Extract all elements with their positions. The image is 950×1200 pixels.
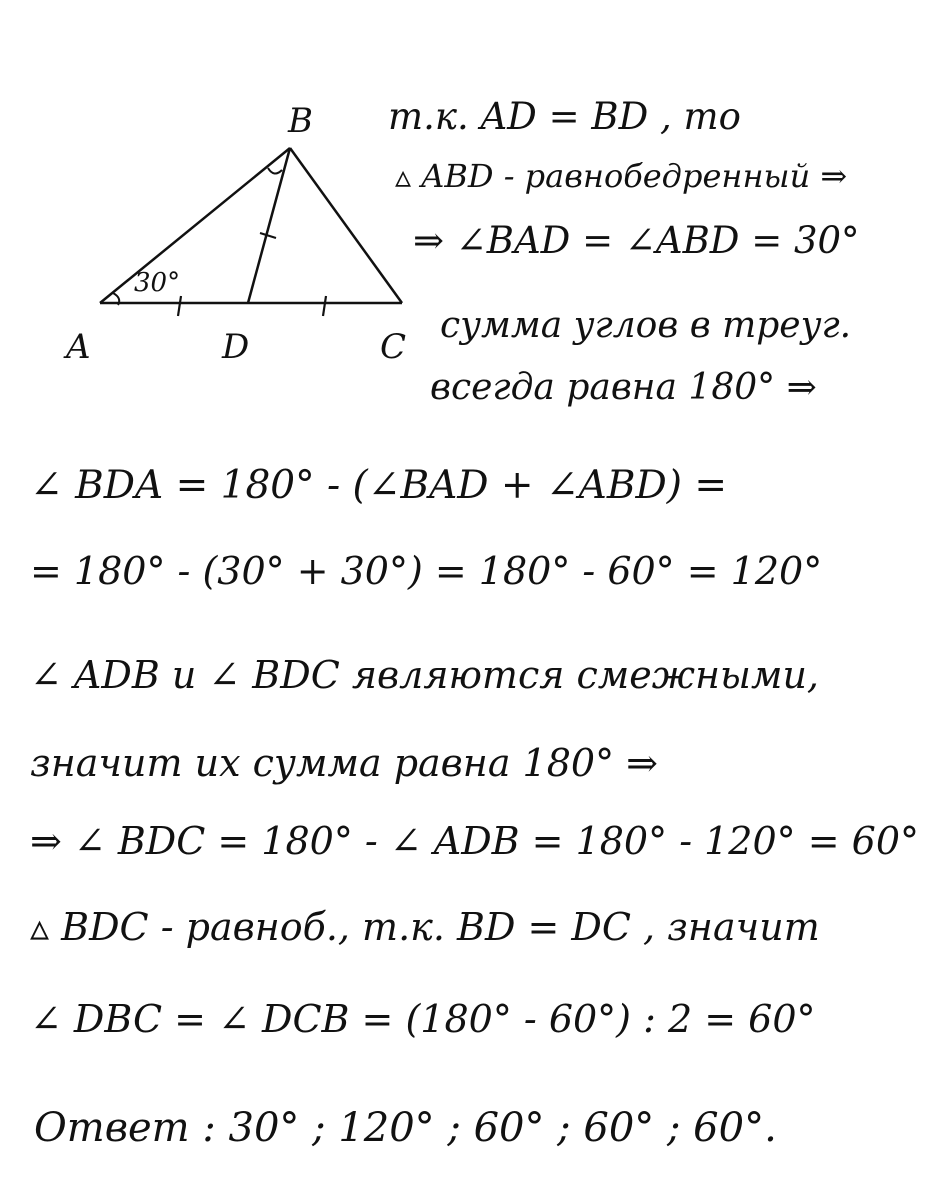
solution-line: сумма углов в треуг. [440, 305, 852, 346]
segment-bd [248, 148, 290, 303]
solution-line: ∠ DBC = ∠ DCB = (180° - 60°) : 2 = 60° [30, 997, 816, 1041]
side-ab [100, 148, 290, 303]
vertex-label-b: B [288, 101, 313, 141]
solution-line: ⇒ ∠BAD = ∠ABD = 30° [413, 219, 860, 262]
tick-dc [323, 296, 326, 316]
side-bc [290, 148, 402, 303]
vertex-label-d: D [222, 327, 250, 367]
solution-line: = 180° - (30° + 30°) = 180° - 60° = 120° [30, 549, 823, 593]
solution-line: ▵ BDC - равноб., т.к. BD = DC , значит [30, 905, 820, 949]
tick-ad [178, 296, 181, 316]
angle-label-a: 30° [134, 268, 181, 298]
solution-line: ∠ ADB и ∠ BDC являются смежными, [30, 653, 820, 697]
solution-line: значит их сумма равна 180° ⇒ [30, 741, 659, 785]
vertex-label-c: C [380, 327, 407, 367]
solution-line: всегда равна 180° ⇒ [430, 367, 817, 408]
vertex-label-a: A [66, 327, 91, 367]
angle-arc-b [268, 168, 282, 174]
solution-line: ⇒ ∠ BDC = 180° - ∠ ADB = 180° - 120° = 60° [30, 819, 919, 863]
solution-line: ∠ BDA = 180° - (∠BAD + ∠ABD) = [30, 463, 728, 508]
solution-line: ▵ ABD - равнобедренный ⇒ [395, 157, 848, 195]
solution-line: т.к. AD = BD , то [388, 95, 741, 138]
answer-line: Ответ : 30° ; 120° ; 60° ; 60° ; 60°. [34, 1105, 777, 1151]
